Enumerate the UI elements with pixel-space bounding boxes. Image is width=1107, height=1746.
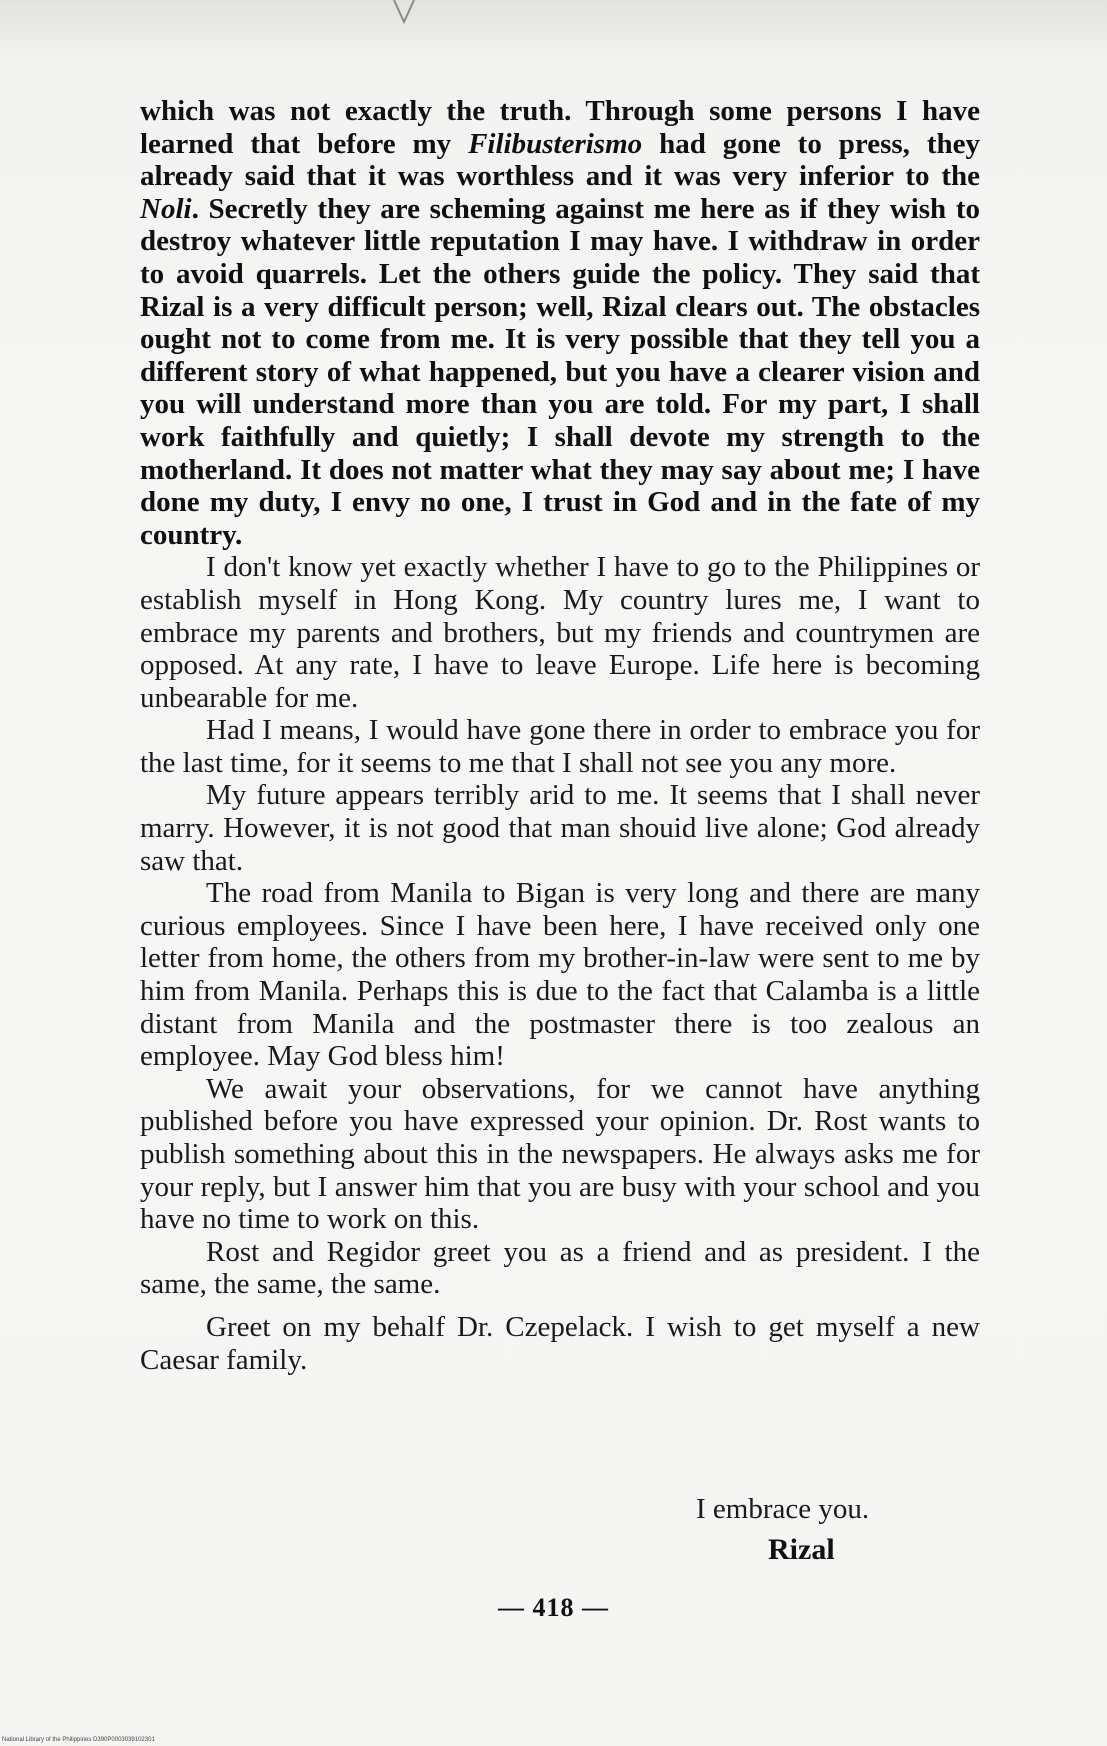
closing-salutation: I embrace you. <box>696 1493 870 1525</box>
paragraph-2-text: I don't know yet exactly whether I have to go to the Philippines or establish myself in Hong Kong. My country lures me, I want to embrace my parents and brothers, but my friends and countrymen are opposed. At any rate, I have to leave Europe. Life here is becoming unbearable for me. <box>140 551 980 714</box>
paragraph-1-part-1: which was not exactly the truth. Through some persons I have learned that before my <box>140 95 980 160</box>
paragraph-5-text: The road from Manila to Bigan is very long and there are many curious employees. Since I have been here, I have received only one letter from home, the others from my brother-in-law were sent to me by him from Manila. Perhaps this is due to the fact that Calamba is a little distant from Manila and the postmaster there is too zealous an employee. May God bless him! <box>140 877 980 1073</box>
paragraph-4 <box>140 779 980 877</box>
paragraph-8 <box>140 1311 980 1376</box>
paragraph-8-text: Greet on my behalf Dr. Czepelack. I wish to get myself a new Caesar family. <box>140 1310 980 1376</box>
paragraph-5 <box>140 877 980 1073</box>
footer-credit: National Library of the Philippines D390P0003039102301 <box>2 1737 155 1743</box>
paragraph-7-text: Rost and Regidor greet you as a friend and as president. I the same, the same, the same. <box>140 1235 980 1301</box>
page-number: — 418 — <box>498 1593 609 1622</box>
paragraph-7 <box>140 1236 980 1301</box>
paragraph-1-part-3: had gone to press, they already said that it was worthless and it was very inferior to the <box>140 127 980 193</box>
letter-body <box>140 95 980 1376</box>
paragraph-3-text: Had I means, I would have gone there in order to embrace you for the last time, for it seems to me that I shall not see you any more. <box>140 714 980 779</box>
novel-title-noli: Noli <box>140 192 192 225</box>
paragraph-4-text: My future appears terribly arid to me. It seems that I shall never marry. However, it is not good that man shouid live alone; God already saw that. <box>140 779 980 877</box>
paragraph-2 <box>140 551 980 714</box>
binding-mark <box>390 0 420 30</box>
paragraph-1-part-5: . Secretly they are scheming against me here as if they wish to destroy whatever little reputation I may have. I withdraw in order to avoid quarrels. Let the others guide the policy. They said that Rizal is a very difficult person; well, Rizal clears out. The obstacles ought not to come from me. It is very possible that they tell you a different story of what happened, but you have a clearer vision and you will understand more than you are told. For my part, I shall work faithfully and quietly; I shall devote my strength to the motherland. It does not matter what they may say about me; I have done my duty, I envy no one, I trust in God and in the fate of my country. <box>140 192 980 551</box>
paragraph-3 <box>140 714 980 779</box>
paragraph-6-text: We await your observations, for we cannot have anything published before you have expressed your opinion. Dr. Rost wants to publish something about this in the newspapers. He always asks me for your reply, but I answer him that you are busy with your school and you have no time to work on this. <box>140 1072 980 1236</box>
signature: Rizal <box>768 1533 835 1566</box>
paragraph-1 <box>140 95 980 551</box>
novel-title-filibusterismo: Filibusterismo <box>468 127 643 160</box>
paragraph-6 <box>140 1073 980 1236</box>
